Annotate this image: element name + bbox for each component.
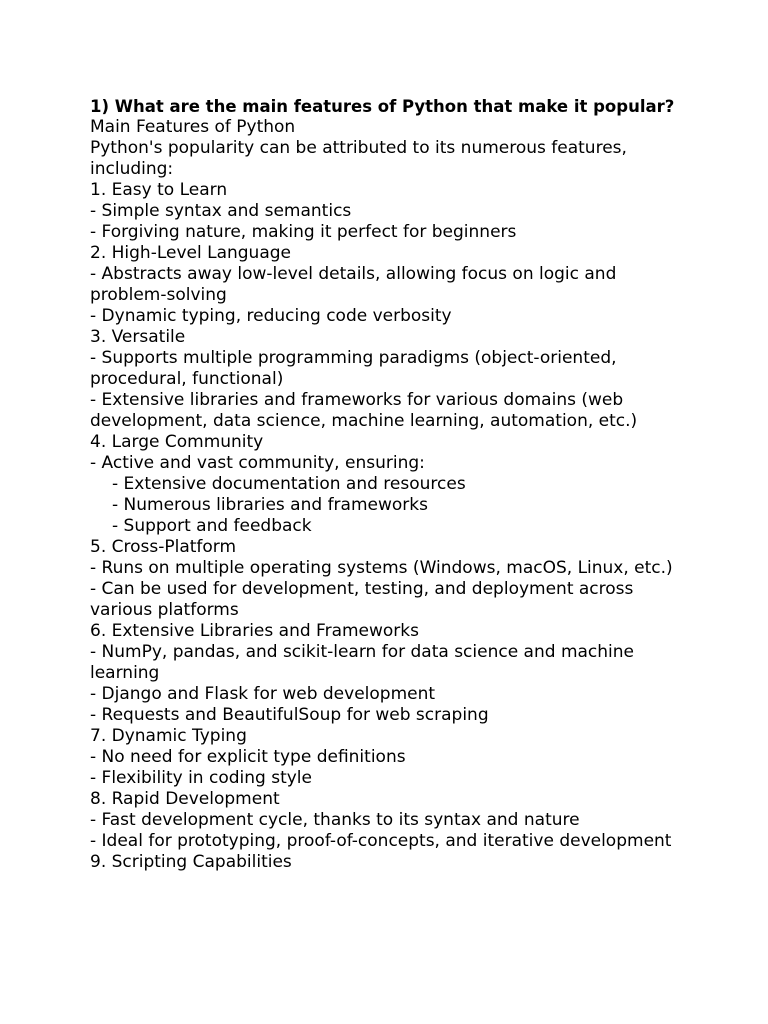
list-item: - Dynamic typing, reducing code verbosity [90, 306, 452, 326]
list-item: - No need for explicit type definitions [90, 747, 406, 767]
list-item: 8. Rapid Development [90, 789, 280, 809]
intro-paragraph: Python's popularity can be attributed to its numerous features, including: [90, 138, 627, 179]
section-heading: Main Features of Python [90, 117, 296, 137]
list-item: - Support and feedback [112, 516, 312, 536]
list-item: - Active and vast community, ensuring: [90, 453, 425, 473]
feature-list [90, 180, 690, 873]
list-item: 6. Extensive Libraries and Frameworks [90, 621, 420, 641]
list-item: - Numerous libraries and frameworks [112, 495, 428, 515]
list-item: 9. Scripting Capabilities [90, 852, 292, 872]
list-item: - Abstracts away low-level details, allowing focus on logic and problem-solving [90, 264, 617, 305]
list-item: - Ideal for prototyping, proof-of-concepts, and iterative development [90, 831, 672, 851]
list-item: - Extensive libraries and frameworks for various domains (web development, data science, machine learning, automation, etc.) [90, 390, 638, 431]
list-item: - Simple syntax and semantics [90, 201, 352, 221]
list-item: - Flexibility in coding style [90, 768, 312, 788]
document-page [90, 96, 690, 873]
list-item: - Extensive documentation and resources [112, 474, 466, 494]
list-item: - Django and Flask for web development [90, 684, 436, 704]
list-item: 2. High-Level Language [90, 243, 292, 263]
list-item: - NumPy, pandas, and scikit-learn for data science and machine learning [90, 642, 634, 683]
list-item: 1. Easy to Learn [90, 180, 228, 200]
list-item: - Runs on multiple operating systems (Windows, macOS, Linux, etc.) [90, 558, 673, 578]
list-item: 7. Dynamic Typing [90, 726, 247, 746]
list-item: - Fast development cycle, thanks to its syntax and nature [90, 810, 580, 830]
list-item: - Supports multiple programming paradigms (object-oriented, procedural, functional) [90, 348, 617, 389]
list-item: - Requests and BeautifulSoup for web scraping [90, 705, 489, 725]
list-item: - Can be used for development, testing, and deployment across various platforms [90, 579, 634, 620]
list-item: 3. Versatile [90, 327, 186, 347]
list-item: 5. Cross-Platform [90, 537, 237, 557]
question-title: 1) What are the main features of Python that make it popular? [90, 97, 675, 116]
list-item: - Forgiving nature, making it perfect for beginners [90, 222, 517, 242]
list-item: 4. Large Community [90, 432, 264, 452]
